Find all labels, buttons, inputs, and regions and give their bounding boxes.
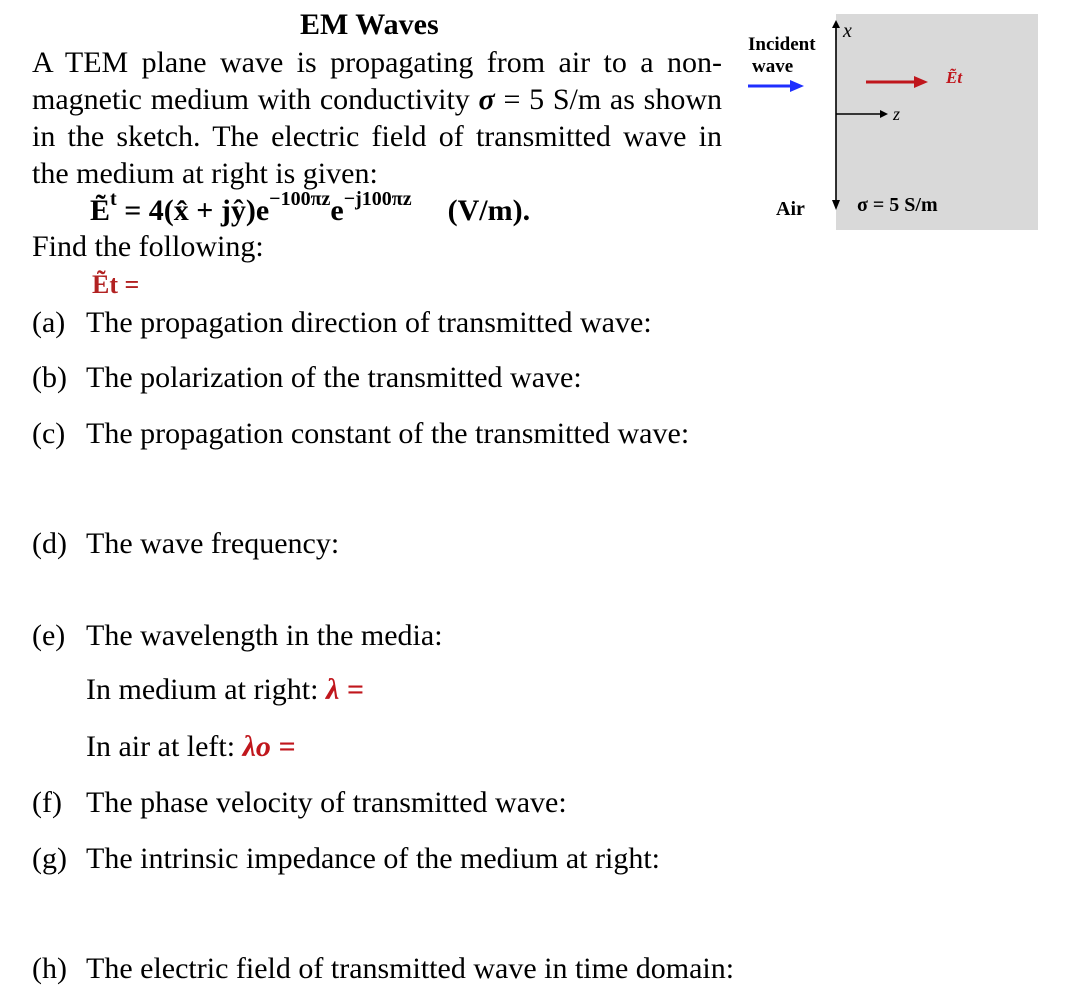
field-label: Ẽt bbox=[946, 68, 963, 87]
incident-arrowhead bbox=[790, 80, 804, 92]
question-h: (h) The electric field of transmitted wave in time domain: bbox=[32, 952, 735, 985]
question-a: (a) The propagation direction of transmitted wave: bbox=[32, 306, 652, 339]
find-label: Find the following: bbox=[32, 230, 264, 263]
question-f: (f) The phase velocity of transmitted wave: bbox=[32, 786, 567, 819]
question-b: (b) The polarization of the transmitted wave: bbox=[32, 361, 582, 394]
down-arrowhead bbox=[832, 200, 840, 210]
wavelength-medium: In medium at right: λ = bbox=[86, 673, 364, 706]
z-axis-arrowhead bbox=[880, 110, 888, 118]
question-c: (c) The propagation constant of the transmitted wave: bbox=[32, 417, 690, 450]
sigma-label: σ = 5 S/m bbox=[857, 194, 938, 216]
wavelength-air: In air at left: λo = bbox=[86, 730, 296, 763]
units: (V/m). bbox=[447, 194, 531, 227]
question-d: (d) The wave frequency: bbox=[32, 527, 340, 560]
field-arrowhead bbox=[914, 76, 928, 88]
problem-statement: A TEM plane wave is propagating from air to a non-magnetic medium with conductivity σ = 5 S/m as shown in the sketch. The electric field of transmitted wave in the medium at right is given: bbox=[32, 46, 722, 190]
x-axis-label: x bbox=[843, 20, 852, 42]
sigma-symbol: σ bbox=[478, 83, 495, 116]
wave-label: wave bbox=[752, 56, 794, 77]
z-axis-label: z bbox=[893, 104, 901, 124]
incident-label: Incident bbox=[748, 34, 816, 55]
page-title: EM Waves bbox=[300, 8, 439, 41]
question-g: (g) The intrinsic impedance of the medium at right: bbox=[32, 842, 660, 875]
x-axis-arrowhead bbox=[832, 20, 840, 28]
field-answer-blank: Ẽt = bbox=[92, 270, 140, 299]
question-e: (e) The wavelength in the media: bbox=[32, 619, 443, 652]
field-equation: Ẽ$^t$ = 4(x̂ + $jŷ)e^{-100\pi z}e^{-j100\pi z}$ (V/m). bbox=[90, 188, 531, 227]
air-label: Air bbox=[776, 198, 805, 220]
